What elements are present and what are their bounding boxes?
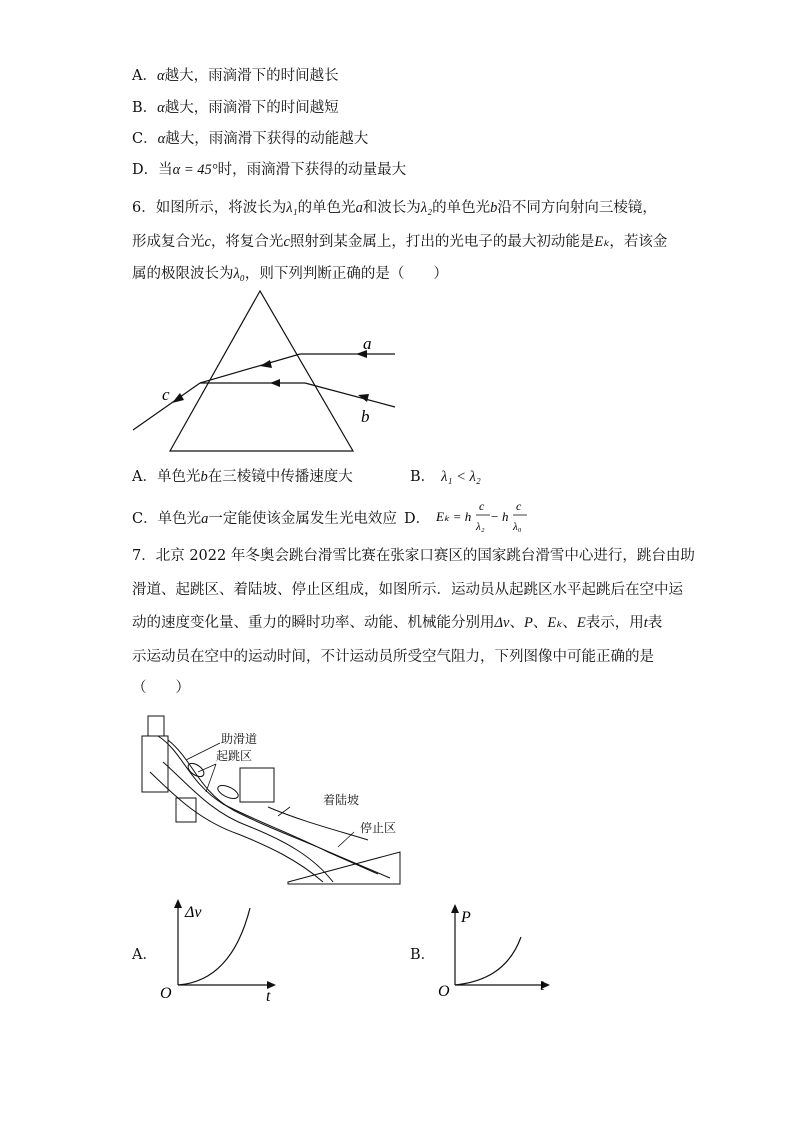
q6-stem-line-3: 属的极限波长为λ₀，则下列判断正确的是（ ）	[132, 266, 448, 282]
formula-minus: − h	[490, 509, 509, 524]
q6-stem-line-2: 形成复合光c，将复合光c照射到某金属上，打出的光电子的最大初动能是Eₖ，若该金	[132, 234, 668, 250]
takeoff-ellipse-2	[216, 783, 240, 801]
q6-option-b: B． λ₁ < λ₂	[410, 469, 481, 485]
q7-stem-line-2: 滑道、起跳区、着陆坡、停止区组成，如图所示．运动员从起跳区水平起跳后在空中运	[132, 582, 683, 598]
q6-option-d: D．	[404, 511, 431, 527]
judge-building	[240, 768, 274, 802]
prism-triangle	[170, 291, 353, 451]
arrow-a-refracted	[260, 360, 272, 368]
ski-jump-figure	[128, 712, 408, 887]
q7-stem-line-5: （ ）	[132, 680, 190, 696]
q5-option-b: B．α越大，雨滴滑下的时间越短	[132, 100, 339, 116]
graph-b-y-arrow	[451, 904, 459, 913]
inrun-edge-2	[168, 740, 390, 878]
graph-a-option-label: A．	[132, 947, 157, 963]
arrow-internal	[270, 379, 280, 387]
label-zhuoluopo: 着陆坡	[323, 793, 360, 807]
arrow-c	[172, 393, 184, 403]
prism-figure	[125, 286, 415, 456]
graph-a-origin: O	[160, 985, 172, 1002]
graph-a-xlabel: t	[266, 988, 271, 1005]
graph-a-ylabel: Δv	[185, 904, 202, 921]
label-a: a	[363, 334, 372, 353]
q5-option-d: D．当α = 45°时，雨滴滑下获得的动量最大	[132, 162, 407, 178]
formula-lhs: Eₖ = h	[436, 509, 472, 524]
label-c: c	[162, 385, 170, 404]
ray-b-incident	[305, 383, 395, 407]
formula-den2: λ₀	[513, 521, 522, 533]
graph-b-option-label: B．	[410, 947, 436, 963]
formula-den1: λ₂	[476, 521, 485, 533]
graph-b-curve	[455, 937, 521, 985]
graph-b	[434, 900, 564, 1005]
graph-a-y-arrow	[174, 899, 182, 908]
label-b: b	[361, 407, 370, 426]
label-zhuhuadao: 助滑道	[221, 732, 258, 746]
tower-top	[148, 716, 164, 738]
hill-edge-1	[150, 772, 323, 882]
leader-zhuhuadao	[186, 743, 220, 760]
graph-a	[155, 895, 285, 1005]
label-tingzhiqu: 停止区	[360, 821, 397, 835]
tower-body	[142, 736, 168, 792]
q6-option-c: C．单色光a一定能使该金属发生光电效应	[132, 511, 397, 527]
q7-stem-line-3: 动的速度变化量、重力的瞬时功率、动能、机械能分别用Δv、P、Eₖ、E表示，用t表	[132, 615, 663, 631]
leader-tingzhiqu	[338, 832, 354, 847]
q6-stem-line-1: 6．如图所示，将波长为λ₁的单色光a和波长为λ₂的单色光b沿不同方向射向三棱镜，	[132, 200, 657, 216]
label-qitiaoqu: 起跳区	[216, 749, 253, 763]
graph-b-xlabel: t	[540, 977, 545, 994]
formula-num2: c	[516, 499, 522, 513]
q6-option-a: A．单色光b在三棱镜中传播速度大	[132, 469, 353, 485]
graph-b-origin: O	[438, 983, 450, 1000]
q5-option-a: A．α越大，雨滴滑下的时间越长	[132, 68, 339, 84]
formula-num1: c	[479, 499, 485, 513]
graph-b-ylabel: P	[461, 909, 471, 926]
q7-stem-line-1: 7．北京 2022 年冬奥会跳台滑雪比赛在张家口赛区的国家跳台滑雪中心进行，跳台由助	[132, 548, 695, 564]
q5-option-c: C．α越大，雨滴滑下获得的动能越大	[132, 131, 369, 147]
q6-option-d-formula	[430, 496, 540, 538]
ray-a-refracted	[200, 354, 300, 383]
q7-stem-line-4: 示运动员在空中的运动时间，不计运动员所受空气阻力，下列图像中可能正确的是	[132, 649, 654, 665]
